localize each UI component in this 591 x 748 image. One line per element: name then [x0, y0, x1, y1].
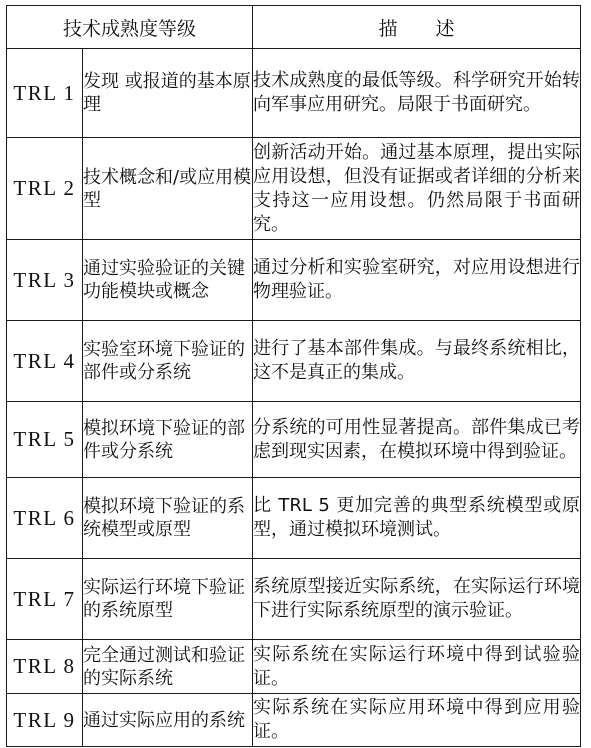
trl-name: 技术概念和/或应用模型: [83, 138, 253, 240]
trl-name: 模拟环境下验证的系统模型或原型: [83, 478, 253, 559]
trl-level: TRL 8: [7, 640, 83, 694]
header-row: [7, 6, 581, 49]
table-row: [7, 640, 581, 694]
trl-description: 实际系统在实际运行环境中得到试验验证。: [253, 640, 581, 694]
header-level-name: 技术成熟度等级: [7, 6, 253, 49]
trl-name: 实际运行环境下验证的系统原型: [83, 559, 253, 640]
trl-level: TRL 9: [7, 694, 83, 747]
trl-level: TRL 4: [7, 321, 83, 402]
trl-level: TRL 7: [7, 559, 83, 640]
trl-level: TRL 3: [7, 240, 83, 321]
trl-level: TRL 5: [7, 402, 83, 478]
trl-name: 实验室环境下验证的部件或分系统: [83, 321, 253, 402]
trl-name: 发现 或报道的基本原理: [83, 49, 253, 138]
table-row: [7, 240, 581, 321]
trl-description: 创新活动开始。通过基本原理，提出实际应用设想，但没有证据或者详细的分析来支持这一应用设想。仍然局限于书面研究。: [253, 138, 581, 240]
table-row: [7, 478, 581, 559]
trl-level: TRL 6: [7, 478, 83, 559]
trl-description: 分系统的可用性显著提高。部件集成已考虑到现实因素，在模拟环境中得到验证。: [253, 402, 581, 478]
trl-description: 实际系统在实际应用环境中得到应用验证。: [253, 694, 581, 747]
trl-name: 通过实验验证的关键功能模块或概念: [83, 240, 253, 321]
trl-name: 完全通过测试和验证的实际系统: [83, 640, 253, 694]
trl-description: 通过分析和实验室研究，对应用设想进行物理验证。: [253, 240, 581, 321]
table-row: [7, 321, 581, 402]
table-row: [7, 559, 581, 640]
trl-description: 进行了基本部件集成。与最终系统相比，这不是真正的集成。: [253, 321, 581, 402]
trl-name: 通过实际应用的系统: [83, 694, 253, 747]
trl-level: TRL 2: [7, 138, 83, 240]
table-row: [7, 49, 581, 138]
table-row: [7, 138, 581, 240]
header-description: 描 述: [253, 6, 581, 49]
table-row: [7, 694, 581, 747]
trl-description: 比 TRL 5 更加完善的典型系统模型或原型，通过模拟环境测试。: [253, 478, 581, 559]
trl-description: 技术成熟度的最低等级。科学研究开始转向军事应用研究。局限于书面研究。: [253, 49, 581, 138]
trl-description: 系统原型接近实际系统，在实际运行环境下进行实际系统原型的演示验证。: [253, 559, 581, 640]
trl-table: [6, 5, 581, 747]
trl-level: TRL 1: [7, 49, 83, 138]
table-row: [7, 402, 581, 478]
trl-name: 模拟环境下验证的部件或分系统: [83, 402, 253, 478]
